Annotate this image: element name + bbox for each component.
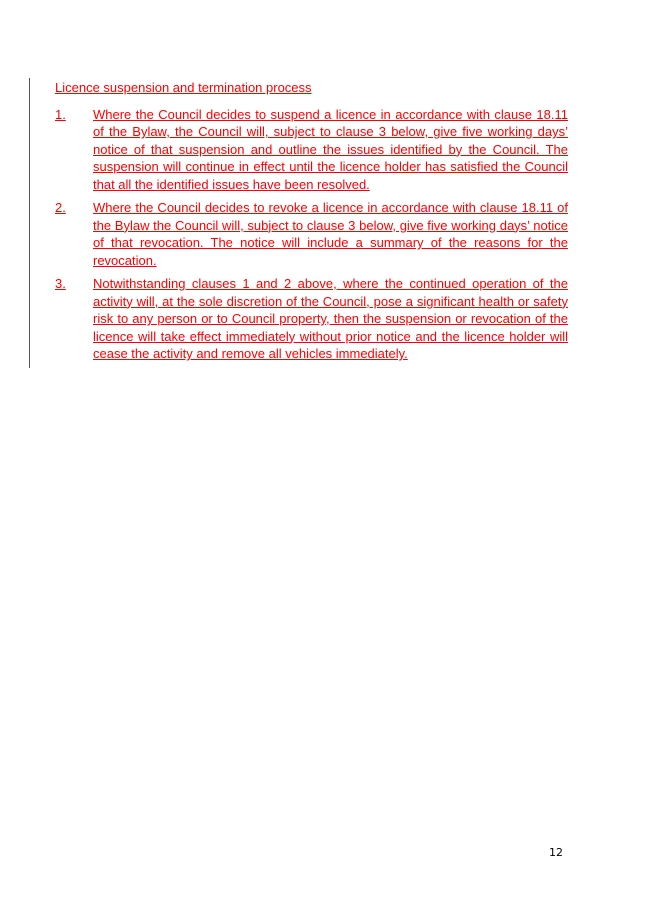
clause-text: Notwithstanding clauses 1 and 2 above, where the continued operation of the activity will, at the sole discretion of the Council, pose a significant health or safety risk to any person or to Council property, then the suspension or revocation of the licence will take effect immediately without prior notice and the licence holder will cease the activity and remove all vehicles immediately. bbox=[93, 276, 568, 361]
clause-number: 3. bbox=[55, 276, 66, 291]
numbered-clause bbox=[55, 275, 568, 363]
numbered-clause bbox=[55, 106, 568, 194]
clause-text: Where the Council decides to revoke a licence in accordance with clause 18.11 of the Bylaw the Council will, subject to clause 3 below, give five working days’ notice of that revocation. The notice will include a summary of the reasons for the revocation. bbox=[93, 200, 568, 268]
clause-text: Where the Council decides to suspend a licence in accordance with clause 18.11 of the Bylaw, the Council will, subject to clause 3 below, give five working days’ notice of that suspension and outline the issues identified by the Council. The suspension will continue in effect until the licence holder has satisfied the Council that all the identified issues have been resolved. bbox=[93, 106, 568, 192]
document-body bbox=[55, 79, 568, 369]
clause-number: 1. bbox=[55, 106, 66, 122]
section-heading: Licence suspension and termination process bbox=[55, 80, 312, 95]
page-number: 12 bbox=[549, 846, 563, 859]
revision-change-bar bbox=[29, 78, 30, 368]
numbered-clause bbox=[55, 199, 568, 269]
clause-number: 2. bbox=[55, 200, 66, 215]
